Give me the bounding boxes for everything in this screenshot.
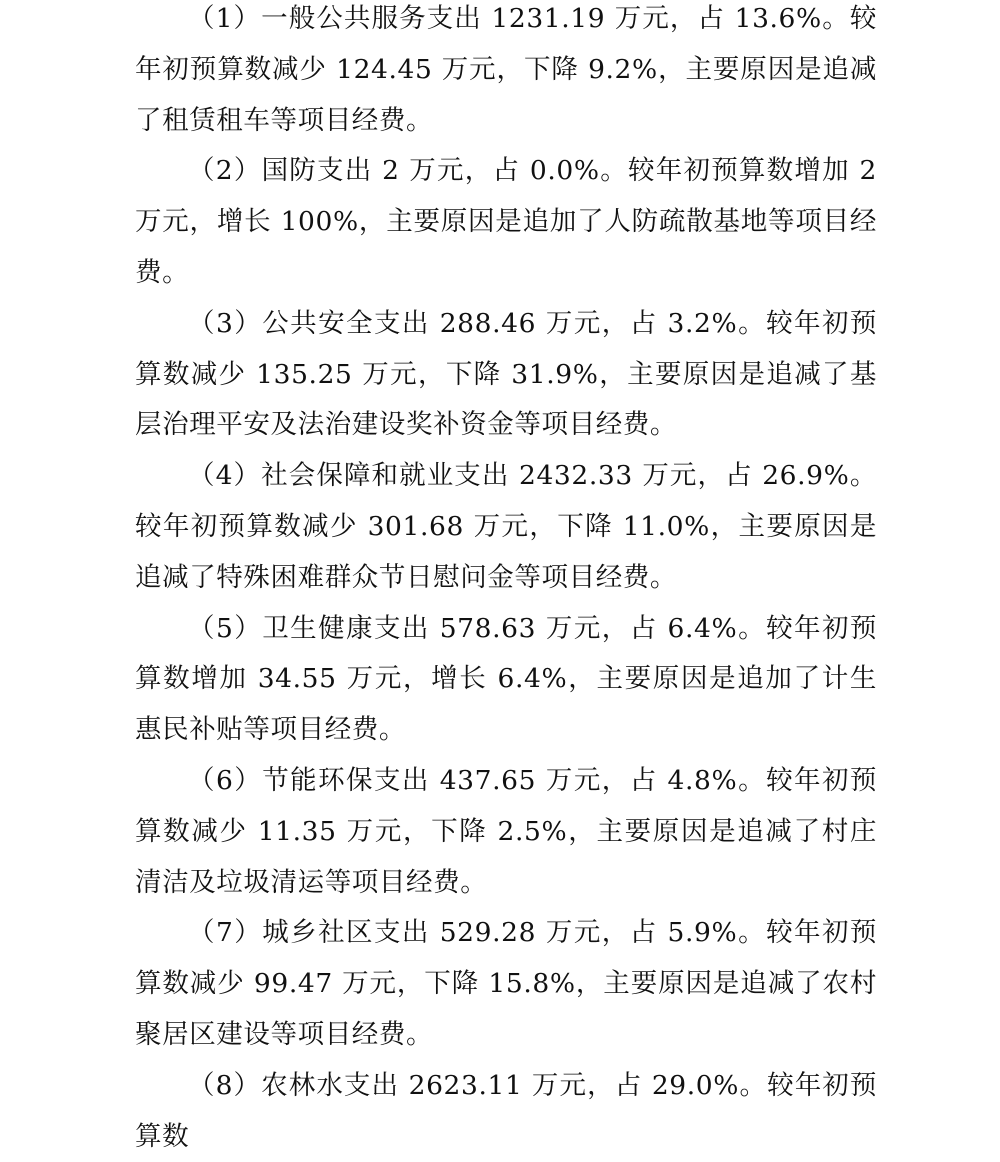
paragraph-health: （5）卫生健康支出 578.63 万元，占 6.4%。较年初预算数增加 34.55 万元，增长 6.4%，主要原因是追加了计生惠民补贴等项目经费。 (135, 612, 877, 746)
paragraph-national-defense: （2）国防支出 2 万元，占 0.0%。较年初预算数增加 2 万元，增长 100%，主要原因是追加了人防疏散基地等项目经费。 (135, 155, 877, 288)
paragraph-public-security: （3）公共安全支出 288.46 万元，占 3.2%。较年初预算数减少 135.25 万元，下降 31.9%，主要原因是追减了基层治理平安及法治建设奖补资金等项目经费。 (135, 307, 877, 441)
paragraph-general-public-services: （1）一般公共服务支出 1231.19 万元，占 13.6%。较年初预算数减少 124.45 万元，下降 9.2%，主要原因是追减了租赁租车等项目经费。 (135, 3, 877, 136)
paragraph-energy-environment: （6）节能环保支出 437.65 万元，占 4.8%。较年初预算数减少 11.35 万元，下降 2.5%，主要原因是追减了村庄清洁及垃圾清运等项目经费。 (135, 764, 877, 898)
paragraph-urban-rural-community: （7）城乡社区支出 529.28 万元，占 5.9%。较年初预算数减少 99.47 万元，下降 15.8%，主要原因是追减了农村聚居区建设等项目经费。 (135, 917, 877, 1050)
paragraph-social-security-employment: （4）社会保障和就业支出 2432.33 万元，占 26.9%。较年初预算数减少 301.68 万元，下降 11.0%，主要原因是追减了特殊困难群众节日慰问金等项目经费。 (135, 460, 877, 593)
paragraph-agriculture-forestry-water: （8）农林水支出 2623.11 万元，占 29.0%。较年初预算数 (135, 1069, 877, 1152)
document-body (135, 0, 877, 1162)
